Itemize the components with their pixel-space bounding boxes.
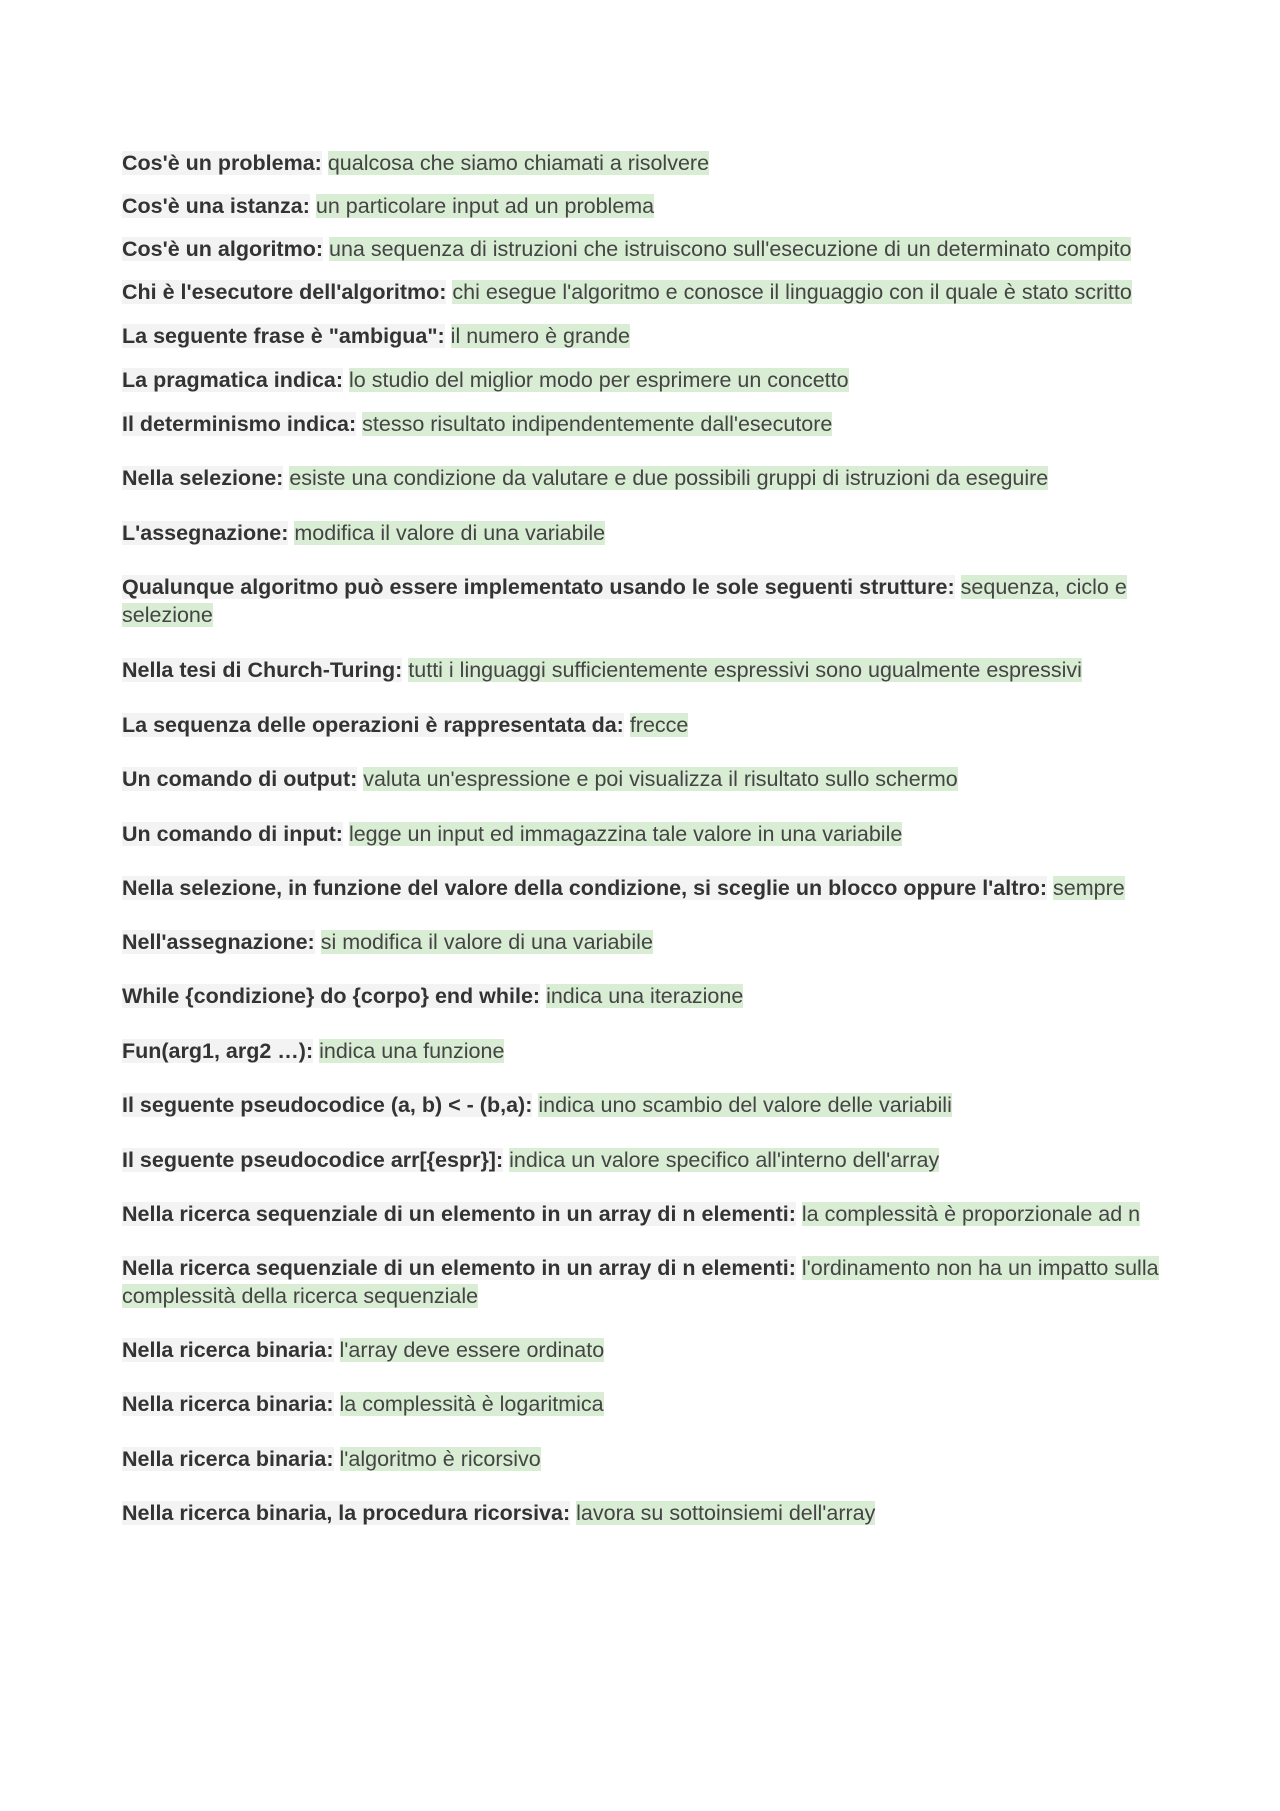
question-text: While {condizione} do {corpo} end while:: [122, 984, 541, 1008]
question-text: L'assegnazione:: [122, 521, 289, 545]
question-text: Nella ricerca binaria:: [122, 1392, 334, 1416]
question-text: Qualunque algoritmo può essere implementato usando le sole seguenti strutture:: [122, 575, 955, 599]
qa-item: [122, 765, 1172, 793]
qa-item: [122, 1091, 1172, 1119]
question-text: Cos'è una istanza:: [122, 194, 310, 218]
qa-item: [122, 464, 1172, 492]
qa-item: [122, 982, 1172, 1010]
question-text: Il determinismo indica:: [122, 412, 357, 436]
qa-item: [122, 874, 1172, 902]
question-text: Fun(arg1, arg2 …):: [122, 1039, 314, 1063]
question-text: Il seguente pseudocodice arr[{espr}]:: [122, 1148, 504, 1172]
qa-item: [122, 573, 1172, 629]
qa-item: [122, 1336, 1172, 1364]
question-text: Un comando di output:: [122, 767, 358, 791]
answer-text: indica un valore specifico all'interno dell'array: [509, 1148, 940, 1172]
answer-text: una sequenza di istruzioni che istruiscono sull'esecuzione di un determinato compito: [329, 237, 1132, 261]
question-text: Nella ricerca binaria:: [122, 1338, 334, 1362]
qa-item: [122, 1146, 1172, 1174]
qa-item: [122, 1390, 1172, 1418]
answer-text: tutti i linguaggi sufficientemente espressivi sono ugualmente espressivi: [408, 658, 1082, 682]
question-text: Nell'assegnazione:: [122, 930, 315, 954]
qa-item: [122, 1037, 1172, 1065]
qa-item: [122, 192, 1172, 220]
qa-item: [122, 1200, 1172, 1228]
qa-item: [122, 322, 1172, 350]
qa-item: [122, 366, 1172, 394]
question-text: Chi è l'esecutore dell'algoritmo:: [122, 280, 447, 304]
answer-text: indica una iterazione: [546, 984, 744, 1008]
question-text: La pragmatica indica:: [122, 368, 344, 392]
answer-text: la complessità è proporzionale ad n: [801, 1202, 1141, 1226]
question-text: Cos'è un algoritmo:: [122, 237, 324, 261]
answer-text: si modifica il valore di una variabile: [320, 930, 653, 954]
answer-text: un particolare input ad un problema: [315, 194, 655, 218]
answer-text: indica uno scambio del valore delle variabili: [538, 1093, 952, 1117]
answer-text: valuta un'espressione e poi visualizza il risultato sullo schermo: [363, 767, 958, 791]
document-page: [122, 149, 1172, 1527]
qa-item: [122, 711, 1172, 739]
question-text: Nella ricerca sequenziale di un elemento in un array di n elementi:: [122, 1256, 796, 1280]
answer-text: l'algoritmo è ricorsivo: [339, 1447, 541, 1471]
question-text: Cos'è un problema:: [122, 151, 322, 175]
question-text: La sequenza delle operazioni è rappresentata da:: [122, 713, 624, 737]
answer-text: l'array deve essere ordinato: [339, 1338, 605, 1362]
qa-item: [122, 928, 1172, 956]
qa-item: [122, 410, 1172, 438]
answer-text: il numero è grande: [450, 324, 630, 348]
answer-text: sempre: [1053, 876, 1125, 900]
qa-item: [122, 1499, 1172, 1527]
qa-item: [122, 656, 1172, 684]
question-text: Nella tesi di Church-Turing:: [122, 658, 403, 682]
answer-text: lavora su sottoinsiemi dell'array: [576, 1501, 876, 1525]
question-text: Il seguente pseudocodice (a, b) < - (b,a):: [122, 1093, 533, 1117]
qa-item: [122, 519, 1172, 547]
qa-item: [122, 278, 1172, 306]
answer-text: esiste una condizione da valutare e due possibili gruppi di istruzioni da eseguire: [289, 466, 1049, 490]
answer-text: sequenza, ciclo e selezione: [122, 575, 1127, 627]
answer-text: lo studio del miglior modo per esprimere un concetto: [349, 368, 849, 392]
answer-text: l'ordinamento non ha un impatto sulla complessità della ricerca sequenziale: [122, 1256, 1159, 1308]
answer-text: qualcosa che siamo chiamati a risolvere: [327, 151, 710, 175]
answer-text: chi esegue l'algoritmo e conosce il linguaggio con il quale è stato scritto: [452, 280, 1132, 304]
answer-text: frecce: [629, 713, 689, 737]
qa-item: [122, 1254, 1172, 1310]
qa-item: [122, 149, 1172, 177]
question-text: Nella selezione, in funzione del valore della condizione, si sceglie un blocco oppure l'altro:: [122, 876, 1048, 900]
answer-text: legge un input ed immagazzina tale valore in una variabile: [348, 822, 903, 846]
answer-text: modifica il valore di una variabile: [294, 521, 606, 545]
question-text: Un comando di input:: [122, 822, 343, 846]
qa-item: [122, 820, 1172, 848]
question-text: Nella ricerca binaria, la procedura ricorsiva:: [122, 1501, 571, 1525]
qa-item: [122, 235, 1172, 263]
qa-item: [122, 1445, 1172, 1473]
question-text: Nella ricerca binaria:: [122, 1447, 334, 1471]
answer-text: stesso risultato indipendentemente dall'esecutore: [362, 412, 833, 436]
answer-text: indica una funzione: [319, 1039, 505, 1063]
question-text: Nella ricerca sequenziale di un elemento in un array di n elementi:: [122, 1202, 796, 1226]
answer-text: la complessità è logaritmica: [339, 1392, 604, 1416]
question-text: Nella selezione:: [122, 466, 284, 490]
question-text: La seguente frase è "ambigua":: [122, 324, 445, 348]
